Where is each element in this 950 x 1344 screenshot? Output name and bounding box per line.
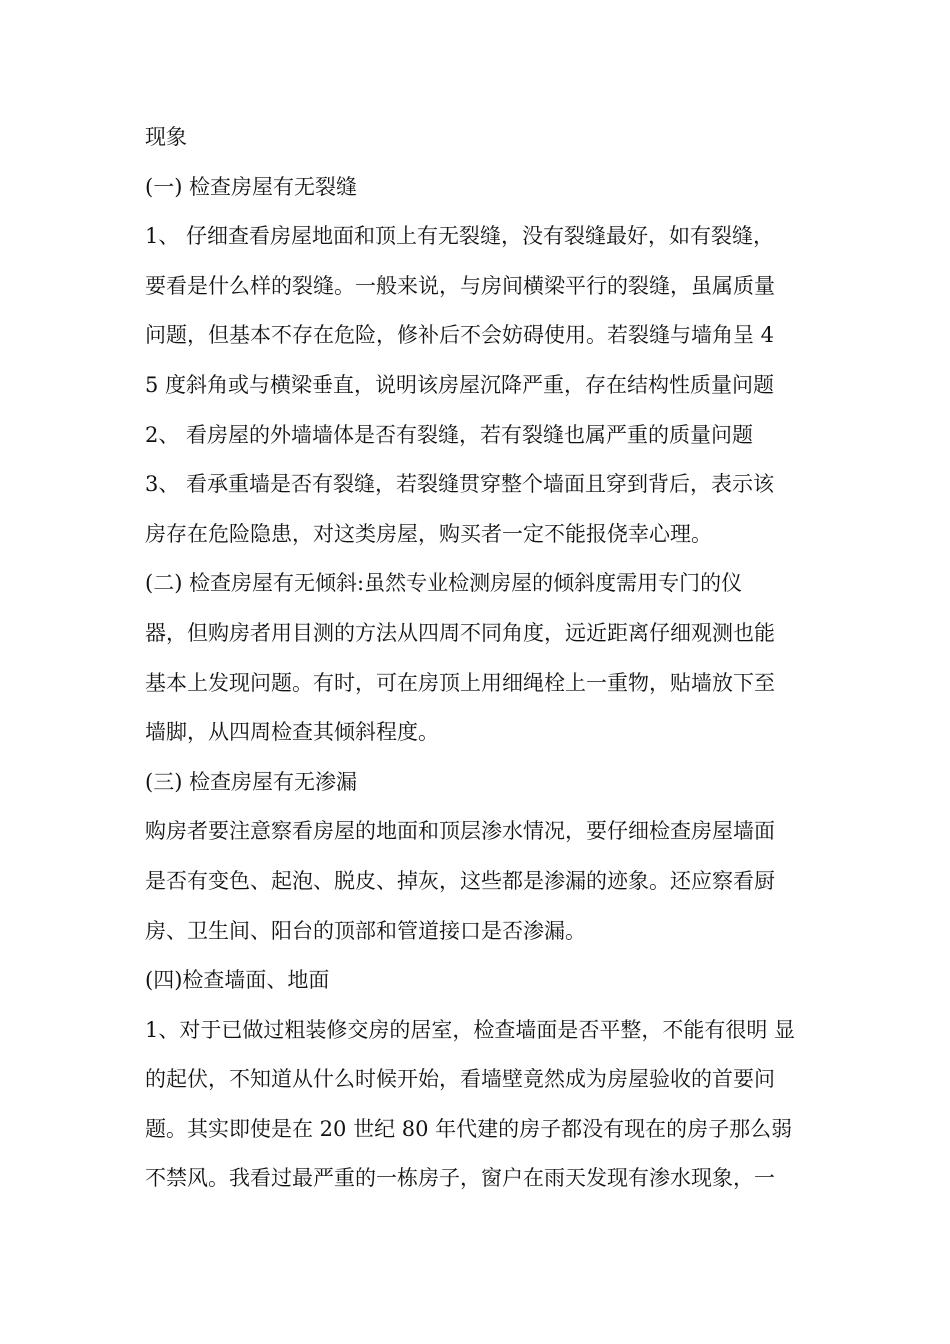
text-line: 现象 (145, 125, 187, 149)
text-line: 基本上发现问题。有时，可在房顶上用细绳栓上一重物，贴墙放下至 (145, 670, 775, 695)
text-line: 器，但购房者用目测的方法从四周不同角度，远近距离仔细观测也能 (145, 620, 775, 645)
section-heading: (四)检查墙面、地面 (145, 968, 330, 993)
text-line: 3、 看承重墙是否有裂缝，若裂缝贯穿整个墙面且穿到背后，表示该 (145, 472, 775, 497)
text-line: 房、卫生间、阳台的顶部和管道接口是否渗漏。 (145, 918, 586, 943)
section-heading: (三) 检查房屋有无渗漏 (145, 769, 358, 794)
document-body (145, 113, 810, 1204)
section-heading: (一) 检查房屋有无裂缝 (145, 174, 358, 199)
text-line: 1、对于已做过粗装修交房的居室，检查墙面是否平整，不能有很明 显 (145, 1017, 796, 1042)
text-line: 1、 仔细查看房屋地面和顶上有无裂缝，没有裂缝最好，如有裂缝， (145, 224, 775, 249)
text-line: 购房者要注意察看房屋的地面和顶层渗水情况，要仔细检查房屋墙面 (145, 819, 775, 844)
text-line: 要看是什么样的裂缝。一般来说，与房间横梁平行的裂缝，虽属质量 (145, 273, 775, 298)
text-line: 的起伏，不知道从什么时候开始，看墙壁竟然成为房屋验收的首要问 (145, 1067, 775, 1092)
text-line: 房存在危险隐患，对这类房屋，购买者一定不能报侥幸心理。 (145, 521, 712, 546)
text-line: 不禁风。我看过最严重的一栋房子，窗户在雨天发现有渗水现象，一 (145, 1166, 775, 1191)
text-line: 题。其实即使是在 20 世纪 80 年代建的房子都没有现在的房子那么弱 (145, 1116, 793, 1141)
text-line: 是否有变色、起泡、脱皮、掉灰，这些都是渗漏的迹象。还应察看厨 (145, 868, 775, 893)
text-line: 墙脚，从四周检查其倾斜程度。 (145, 720, 439, 745)
section-heading: (二) 检查房屋有无倾斜:虽然专业检测房屋的倾斜度需用专门的仪 (145, 571, 743, 596)
text-line: 2、 看房屋的外墙墙体是否有裂缝，若有裂缝也属严重的质量问题 (145, 422, 754, 447)
text-line: 问题，但基本不存在危险，修补后不会妨碍使用。若裂缝与墙角呈 4 (145, 323, 775, 348)
text-line: 5 度斜角或与横梁垂直，说明该房屋沉降严重，存在结构性质量问题 (145, 372, 775, 397)
